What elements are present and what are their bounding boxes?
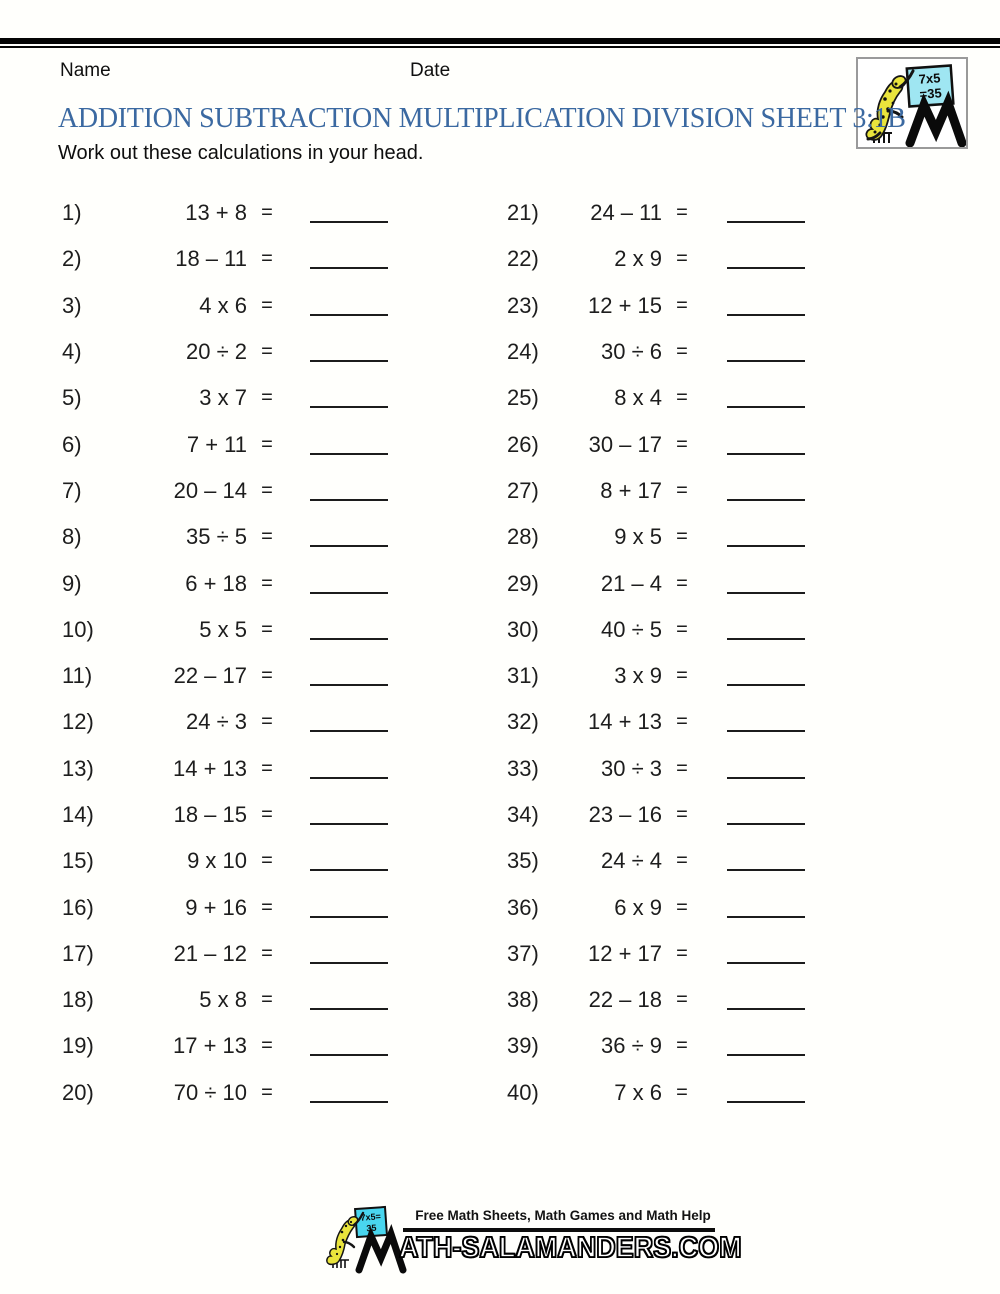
problem-row [445,236,915,282]
answer-blank[interactable] [310,638,388,640]
problem-number: 9) [62,570,82,596]
equals-sign: = [676,479,688,502]
equals-sign: = [676,710,688,733]
problem-expression: 6 + 18 [185,570,247,596]
answer-blank[interactable] [310,406,388,408]
footer-board-line2: 35 [366,1222,377,1234]
problem-expression: 22 – 18 [588,987,662,1013]
problems-column-right [445,190,915,1116]
problem-row [0,283,470,329]
problem-row [0,190,470,236]
problem-expression: 36 ÷ 9 [600,1033,662,1059]
answer-blank[interactable] [310,823,388,825]
answer-blank[interactable] [727,1008,805,1010]
problem-expression: 7 + 11 [186,431,247,457]
equals-sign: = [676,618,688,641]
problem-expression: 12 + 15 [587,292,662,318]
problem-number: 31) [507,663,539,689]
answer-blank[interactable] [310,916,388,918]
equals-sign: = [676,803,688,826]
equals-sign: = [676,433,688,456]
problem-number: 39) [507,1033,539,1059]
equals-sign: = [676,942,688,965]
problem-number: 4) [62,339,82,365]
answer-blank[interactable] [727,406,805,408]
answer-blank[interactable] [310,267,388,269]
problem-number: 23) [507,292,539,318]
equals-sign: = [261,896,273,919]
problem-number: 1) [62,200,82,226]
answer-blank[interactable] [310,777,388,779]
equals-sign: = [676,386,688,409]
answer-blank[interactable] [727,499,805,501]
logo-board-line2: =35 [919,85,943,102]
problem-number: 28) [507,524,539,550]
answer-blank[interactable] [727,221,805,223]
problem-row [445,931,915,977]
equals-sign: = [261,988,273,1011]
problem-number: 19) [62,1033,94,1059]
equals-sign: = [676,340,688,363]
answer-blank[interactable] [727,823,805,825]
problem-expression: 8 + 17 [600,477,662,503]
problem-expression: 24 ÷ 3 [185,709,247,735]
footer-rule [403,1228,715,1232]
problem-row [445,283,915,329]
problem-expression: 14 + 13 [172,755,247,781]
instruction-text: Work out these calculations in your head. [58,142,424,164]
problem-row [0,838,470,884]
problem-row [445,792,915,838]
problem-number: 12) [62,709,94,735]
problem-row [445,1070,915,1116]
answer-blank[interactable] [727,1101,805,1103]
problem-row [0,375,470,421]
answer-blank[interactable] [727,684,805,686]
problem-number: 14) [62,802,94,827]
problem-row [0,607,470,653]
footer-branding [323,1202,742,1292]
page-title: ADDITION SUBTRACTION MULTIPLICATION DIVISION SHEET 3:1B [58,103,906,134]
equals-sign: = [261,1081,273,1104]
problem-row [0,514,470,560]
equals-sign: = [261,433,273,456]
problem-row [445,329,915,375]
problem-number: 26) [507,431,539,457]
problem-number: 2) [62,246,82,272]
equals-sign: = [676,294,688,317]
problem-row [445,746,915,792]
problem-row [0,792,470,838]
problem-row [0,560,470,606]
problem-expression: 40 ÷ 5 [600,616,662,642]
problem-expression: 9 x 10 [187,848,247,874]
problem-row [445,838,915,884]
equals-sign: = [261,247,273,270]
answer-blank[interactable] [310,869,388,871]
equals-sign: = [676,664,688,687]
answer-blank[interactable] [727,962,805,964]
problem-expression: 20 – 14 [173,477,247,503]
problem-number: 15) [62,848,94,874]
problem-expression: 5 x 8 [199,987,247,1013]
problem-number: 37) [507,940,539,966]
equals-sign: = [261,201,273,224]
logo-board-line1: 7x5 [918,70,941,87]
problem-row [0,1070,470,1116]
problem-expression: 20 ÷ 2 [185,339,247,365]
problem-row [0,1023,470,1069]
problem-number: 3) [62,292,82,318]
problem-row [0,329,470,375]
equals-sign: = [676,1081,688,1104]
problem-row [445,375,915,421]
equals-sign: = [676,572,688,595]
equals-sign: = [261,294,273,317]
problem-row [0,746,470,792]
problem-number: 24) [507,339,539,365]
top-rule-thick [0,38,1000,44]
footer-salamander-figure [327,1213,363,1264]
problem-number: 18) [62,987,94,1013]
answer-blank[interactable] [727,1054,805,1056]
problem-number: 5) [62,385,82,411]
answer-blank[interactable] [310,221,388,223]
problem-number: 11) [62,663,93,689]
problem-expression: 24 – 11 [590,200,662,226]
problem-row [0,421,470,467]
equals-sign: = [261,1034,273,1057]
problem-number: 34) [507,802,539,827]
equals-sign: = [676,988,688,1011]
problem-expression: 24 ÷ 4 [600,848,662,874]
problem-expression: 3 x 7 [199,385,247,411]
answer-blank[interactable] [727,638,805,640]
problem-expression: 9 + 16 [185,894,247,920]
problem-row [0,884,470,930]
problem-row [445,1023,915,1069]
problem-number: 33) [507,755,539,781]
equals-sign: = [676,849,688,872]
name-label: Name [60,60,111,81]
equals-sign: = [261,525,273,548]
problem-expression: 3 x 9 [614,663,662,689]
problem-expression: 8 x 4 [614,385,662,411]
problem-number: 17) [62,940,94,966]
footer-tagline: Free Math Sheets, Math Games and Math Help [415,1208,711,1223]
problem-number: 36) [507,894,539,920]
answer-blank[interactable] [310,453,388,455]
problem-number: 38) [507,987,539,1013]
answer-blank[interactable] [727,592,805,594]
problem-expression: 21 – 12 [173,940,247,966]
date-label: Date [410,60,451,81]
problem-number: 35) [507,848,539,874]
problem-number: 22) [507,246,539,272]
answer-blank[interactable] [727,869,805,871]
equals-sign: = [676,1034,688,1057]
problem-number: 29) [507,570,539,596]
answer-blank[interactable] [727,545,805,547]
answer-blank[interactable] [310,684,388,686]
problem-row [0,931,470,977]
problem-row [445,514,915,560]
problem-expression: 9 x 5 [614,524,662,550]
problem-number: 13) [62,755,94,781]
problem-expression: 18 – 11 [175,246,247,272]
problem-number: 25) [507,385,539,411]
problem-expression: 14 + 13 [587,709,662,735]
answer-blank[interactable] [727,453,805,455]
problem-expression: 21 – 4 [600,570,662,596]
problem-expression: 12 + 17 [587,940,662,966]
problem-number: 8) [62,524,82,550]
answer-blank[interactable] [310,730,388,732]
equals-sign: = [676,896,688,919]
equals-sign: = [676,201,688,224]
problem-row [445,607,915,653]
problem-row [445,977,915,1023]
problem-expression: 2 x 9 [614,246,662,272]
problem-row [445,468,915,514]
problem-number: 21) [507,200,539,226]
answer-blank[interactable] [727,360,805,362]
problem-row [0,468,470,514]
problem-expression: 70 ÷ 10 [173,1079,247,1105]
equals-sign: = [261,664,273,687]
problem-number: 10) [62,616,94,642]
answer-blank[interactable] [310,1008,388,1010]
answer-blank[interactable] [727,267,805,269]
problem-row [445,421,915,467]
answer-blank[interactable] [310,1054,388,1056]
equals-sign: = [261,572,273,595]
problem-row [445,699,915,745]
answer-blank[interactable] [727,777,805,779]
problem-row [0,653,470,699]
answer-blank[interactable] [727,916,805,918]
problem-number: 32) [507,709,539,735]
top-rule-thin [0,46,1000,48]
equals-sign: = [676,525,688,548]
footer-brand-text: ATH-SALAMANDERS.COM [399,1232,742,1264]
answer-blank[interactable] [310,314,388,316]
answer-blank[interactable] [310,545,388,547]
footer-salamander-logo-icon [323,1204,409,1274]
problem-row [0,977,470,1023]
problem-number: 16) [62,894,94,920]
problem-number: 6) [62,431,82,457]
problem-number: 7) [62,477,82,503]
answer-blank[interactable] [310,592,388,594]
equals-sign: = [261,849,273,872]
answer-blank[interactable] [310,1101,388,1103]
problem-row [445,560,915,606]
equals-sign: = [261,942,273,965]
problem-expression: 18 – 15 [173,802,247,827]
answer-blank[interactable] [310,360,388,362]
problem-expression: 13 + 8 [185,200,247,226]
problem-expression: 35 ÷ 5 [185,524,247,550]
problem-expression: 4 x 6 [199,292,247,318]
equals-sign: = [261,757,273,780]
equals-sign: = [261,340,273,363]
equals-sign: = [261,479,273,502]
problem-expression: 30 – 17 [588,431,662,457]
problem-expression: 23 – 16 [588,802,662,827]
problem-row [445,653,915,699]
problem-number: 20) [62,1079,94,1105]
problem-row [445,884,915,930]
problem-row [0,699,470,745]
problem-expression: 22 – 17 [173,663,247,689]
equals-sign: = [261,803,273,826]
problem-expression: 6 x 9 [614,894,662,920]
footer-board-line1: 7x5= [360,1211,382,1223]
problem-expression: 7 x 6 [614,1079,662,1105]
problem-expression: 30 ÷ 6 [600,339,662,365]
equals-sign: = [261,386,273,409]
problem-row [445,190,915,236]
equals-sign: = [676,757,688,780]
equals-sign: = [676,247,688,270]
problem-expression: 30 ÷ 3 [600,755,662,781]
problem-row [0,236,470,282]
problem-expression: 5 x 5 [199,616,247,642]
problems-column-left [0,190,470,1116]
answer-blank[interactable] [310,499,388,501]
equals-sign: = [261,618,273,641]
answer-blank[interactable] [727,314,805,316]
footer-m-glyph [359,1234,403,1270]
answer-blank[interactable] [727,730,805,732]
problem-number: 40) [507,1079,539,1105]
equals-sign: = [261,710,273,733]
problem-expression: 17 + 13 [172,1033,247,1059]
problem-number: 27) [507,477,539,503]
answer-blank[interactable] [310,962,388,964]
problem-number: 30) [507,616,539,642]
